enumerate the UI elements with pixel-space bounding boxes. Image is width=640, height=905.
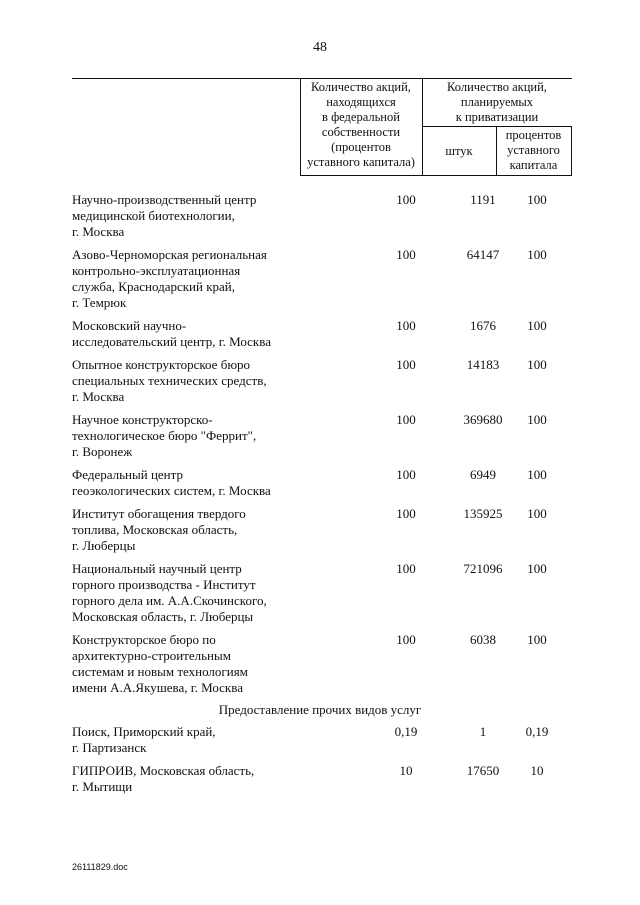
row-name: Научно-производственный центр медицинской биотехнологии, г. Москва: [72, 192, 257, 239]
row-percent: 100: [527, 192, 547, 207]
row-name: Федеральный центр геоэкологических систем, г. Москва: [72, 467, 271, 498]
row-federal: 100: [396, 412, 416, 427]
table-header: [72, 78, 572, 176]
row-name: Опытное конструкторское бюро специальных технических средств, г. Москва: [72, 357, 267, 404]
table-row: [72, 763, 572, 795]
row-pieces: 1191: [470, 192, 496, 207]
row-percent: 0,19: [525, 724, 549, 739]
row-percent: 100: [527, 467, 547, 482]
row-pieces: 721096: [463, 561, 503, 576]
table-row: [72, 467, 572, 499]
table-body: [72, 192, 572, 703]
row-name: Конструкторское бюро по архитектурно-строительным системам и новым технологиям имени А.А.Якушева, г. Москва: [72, 632, 248, 695]
table-body-services: [72, 724, 572, 802]
header-pieces: штук: [445, 144, 473, 158]
row-percent: 100: [527, 632, 547, 647]
row-percent: 100: [527, 412, 547, 427]
row-federal: 100: [396, 192, 416, 207]
row-percent: 100: [527, 357, 547, 372]
row-percent: 100: [527, 506, 547, 521]
section-title: Предоставление прочих видов услуг: [218, 702, 422, 717]
row-federal: 100: [396, 318, 416, 333]
row-federal: 100: [396, 247, 416, 262]
row-federal: 100: [396, 632, 416, 647]
table-row: [72, 247, 572, 311]
header-federal: Количество акций, находящихся в федеральной собственности (процентов уставного капитала): [307, 80, 415, 169]
row-percent: 100: [527, 247, 547, 262]
row-percent: 10: [530, 763, 544, 778]
row-name: Институт обогащения твердого топлива, Московская область, г. Люберцы: [72, 506, 246, 553]
row-name: Азово-Черноморская региональная контрольно-эксплуатационная служба, Краснодарский край, г. Темрюк: [72, 247, 267, 310]
footer-filename: 26111829.doc: [72, 862, 128, 872]
row-name: Национальный научный центр горного производства - Институт горного дела им. А.А.Скочинского, Московская область, г. Люберцы: [72, 561, 267, 624]
row-pieces: 1676: [470, 318, 496, 333]
row-name: Поиск, Приморский край, г. Партизанск: [72, 724, 216, 755]
header-bottom-line: [300, 175, 572, 176]
row-federal: 100: [396, 467, 416, 482]
table-row: [72, 561, 572, 625]
header-planned: Количество акций, планируемых к приватизации: [447, 80, 547, 124]
table-row: [72, 506, 572, 554]
table-row: [72, 318, 572, 350]
row-pieces: 1: [479, 724, 487, 739]
table-row: [72, 632, 572, 696]
header-vline-4: [571, 126, 572, 176]
header-split-line: [422, 126, 572, 127]
row-pieces: 135925: [463, 506, 503, 521]
header-percent: процентов уставного капитала: [505, 128, 562, 172]
row-pieces: 369680: [463, 412, 503, 427]
row-federal: 100: [396, 506, 416, 521]
table-row: [72, 724, 572, 756]
row-pieces: 17650: [466, 763, 500, 778]
row-pieces: 6949: [470, 467, 496, 482]
row-percent: 100: [527, 318, 547, 333]
page-number: 48: [313, 40, 327, 55]
row-federal: 10: [399, 763, 413, 778]
header-top-line: [72, 78, 572, 79]
row-pieces: 64147: [466, 247, 500, 262]
row-federal: 100: [396, 357, 416, 372]
row-federal: 100: [396, 561, 416, 576]
row-percent: 100: [527, 561, 547, 576]
table-row: [72, 412, 572, 460]
table-row: [72, 192, 572, 240]
row-name: Научное конструкторско- технологическое бюро "Феррит", г. Воронеж: [72, 412, 257, 459]
row-name: ГИПРОИВ, Московская область, г. Мытищи: [72, 763, 255, 794]
table-row: [72, 357, 572, 405]
row-pieces: 6038: [470, 632, 496, 647]
row-federal: 0,19: [394, 724, 418, 739]
row-pieces: 14183: [466, 357, 500, 372]
row-name: Московский научно- исследовательский центр, г. Москва: [72, 318, 271, 349]
